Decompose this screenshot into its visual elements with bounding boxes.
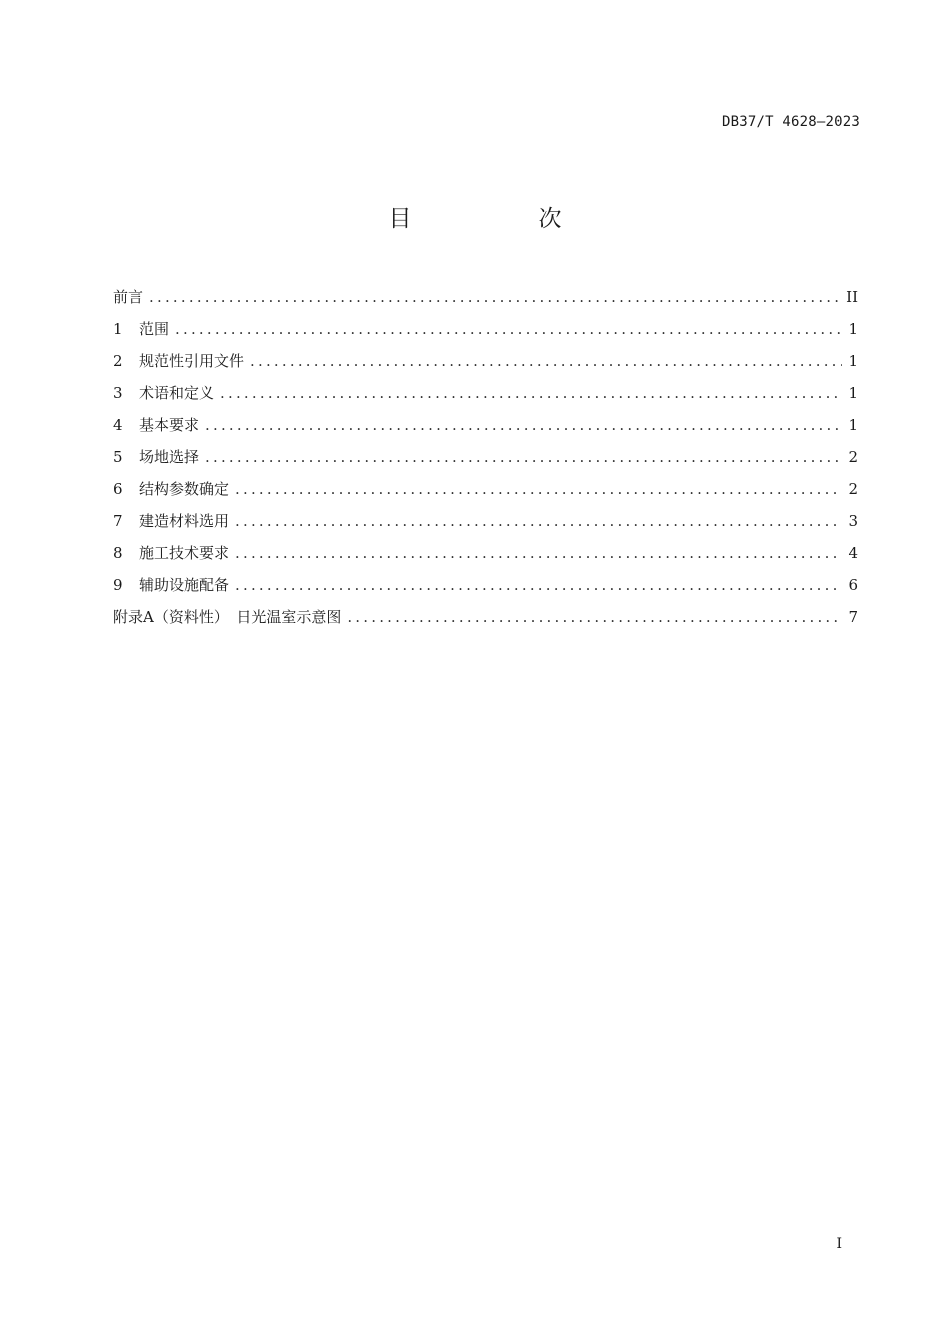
toc-leader-dots	[347, 608, 842, 626]
toc-list	[113, 286, 858, 638]
toc-entry-number: 5	[113, 448, 123, 466]
toc-entry-number: 2	[113, 352, 123, 370]
toc-entry-page: 7	[848, 608, 858, 626]
toc-entry-4[interactable]	[113, 414, 858, 446]
toc-leader-dots	[250, 352, 842, 370]
toc-entry-number: 1	[113, 320, 123, 338]
toc-entry-label: 1 范围	[113, 320, 170, 338]
toc-entry-page: 2	[848, 480, 858, 498]
toc-entry-5[interactable]	[113, 446, 858, 478]
toc-entry-8[interactable]	[113, 542, 858, 574]
toc-entry-7[interactable]	[113, 510, 858, 542]
toc-entry-page: 1	[848, 320, 858, 338]
toc-entry-9[interactable]	[113, 574, 858, 606]
toc-entry-6[interactable]	[113, 478, 858, 510]
toc-entry-label: 2 规范性引用文件	[113, 352, 245, 370]
toc-entry-page: 6	[848, 576, 858, 594]
toc-entry-label: 附录A（资料性） 日光温室示意图	[113, 608, 342, 626]
toc-entry-label: 9 辅助设施配备	[113, 576, 230, 594]
toc-entry-page: 1	[848, 416, 858, 434]
toc-entry-label: 前言	[113, 288, 144, 306]
toc-leader-dots	[235, 576, 842, 594]
toc-entry-page: 3	[848, 512, 858, 530]
toc-entry-page: 4	[848, 544, 858, 562]
toc-leader-dots	[235, 512, 842, 530]
toc-entry-page: II	[846, 288, 858, 306]
toc-entry-label: 6 结构参数确定	[113, 480, 230, 498]
toc-entry-number: 7	[113, 512, 123, 530]
toc-entry-label: 8 施工技术要求	[113, 544, 230, 562]
toc-entry-number: 4	[113, 416, 123, 434]
toc-leader-dots	[235, 480, 842, 498]
toc-title: 目 次	[388, 206, 614, 232]
toc-leader-dots	[205, 448, 842, 466]
toc-entry-page: 1	[848, 384, 858, 402]
toc-entry-label: 7 建造材料选用	[113, 512, 230, 530]
toc-entry-number: 9	[113, 576, 123, 594]
toc-leader-dots	[205, 416, 842, 434]
toc-leader-dots	[149, 288, 840, 306]
toc-entry-page: 2	[848, 448, 858, 466]
toc-leader-dots	[220, 384, 842, 402]
toc-entry-label: 5 场地选择	[113, 448, 200, 466]
toc-entry-page: 1	[848, 352, 858, 370]
toc-entry-number: 3	[113, 384, 123, 402]
toc-leader-dots	[235, 544, 842, 562]
toc-leader-dots	[175, 320, 842, 338]
toc-entry-1[interactable]	[113, 318, 858, 350]
toc-entry-foreword[interactable]	[113, 286, 858, 318]
toc-entry-appendix-a[interactable]	[113, 606, 858, 638]
toc-entry-3[interactable]	[113, 382, 858, 414]
toc-entry-label: 4 基本要求	[113, 416, 200, 434]
page-number: I	[836, 1236, 842, 1252]
toc-entry-2[interactable]	[113, 350, 858, 382]
toc-entry-label: 3 术语和定义	[113, 384, 215, 402]
document-code: DB37/T 4628—2023	[721, 114, 860, 130]
toc-entry-number: 6	[113, 480, 123, 498]
toc-entry-number: 8	[113, 544, 123, 562]
